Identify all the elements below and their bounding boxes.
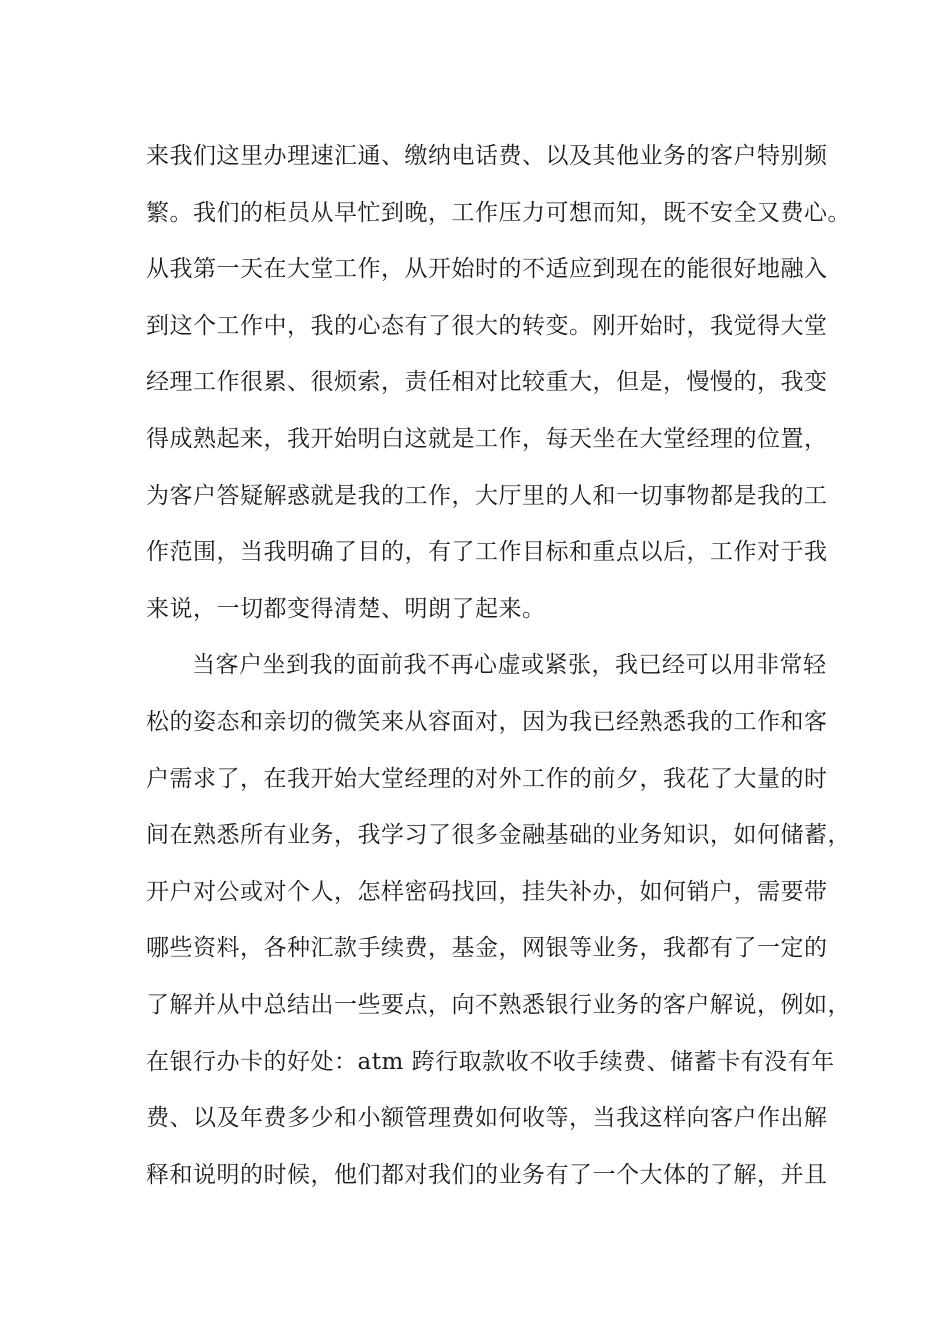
text-line: 为客户答疑解惑就是我的工作，大厅里的人和一切事物都是我的工 xyxy=(146,482,828,509)
text-line: 来说，一切都变得清楚、明朗了起来。 xyxy=(146,595,546,622)
body-text xyxy=(146,128,851,1203)
text-line: 户需求了，在我开始大堂经理的对外工作的前夕，我花了大量的时 xyxy=(146,765,828,792)
text-line: 来我们这里办理速汇通、缴纳电话费、以及其他业务的客户特别频 xyxy=(146,143,828,169)
text-line: 得成熟起来，我开始明白这就是工作，每天坐在大堂经理的位置， xyxy=(146,425,828,452)
text-line: 到这个工作中，我的心态有了很大的转变。刚开始时，我觉得大堂 xyxy=(146,312,828,339)
text-line: 开户对公或对个人，怎样密码找回，挂失补办，如何销户，需要带 xyxy=(146,878,828,905)
text-line: 间在熟悉所有业务，我学习了很多金融基础的业务知识，如何储蓄， xyxy=(146,822,851,849)
text-line: 从我第一天在大堂工作，从开始时的不适应到现在的能很好地融入 xyxy=(146,256,828,283)
text-line: 哪些资料，各种汇款手续费，基金，网银等业务，我都有了一定的 xyxy=(146,935,828,962)
text-line: 了解并从中总结出一些要点，向不熟悉银行业务的客户解说，例如， xyxy=(146,991,851,1018)
text-line: 经理工作很累、很烦索，责任相对比较重大，但是，慢慢的，我变 xyxy=(146,369,828,396)
text-line: 释和说明的时候，他们都对我们的业务有了一个大体的了解，并且 xyxy=(146,1161,828,1188)
text-line: 作范围，当我明确了目的，有了工作目标和重点以后，工作对于我 xyxy=(146,539,828,566)
text-line: 松的姿态和亲切的微笑来从容面对，因为我已经熟悉我的工作和客 xyxy=(146,708,828,735)
paragraph-first-line: 当客户坐到我的面前我不再心虚或紧张，我已经可以用非常轻 xyxy=(192,652,827,679)
text-line: 在银行办卡的好处：atm 跨行取款收不收手续费、储蓄卡有没有年 xyxy=(146,1048,835,1075)
text-line: 繁。我们的柜员从早忙到晚，工作压力可想而知，既不安全又费心。 xyxy=(146,199,851,226)
text-line: 费、以及年费多少和小额管理费如何收等，当我这样向客户作出解 xyxy=(146,1105,828,1132)
